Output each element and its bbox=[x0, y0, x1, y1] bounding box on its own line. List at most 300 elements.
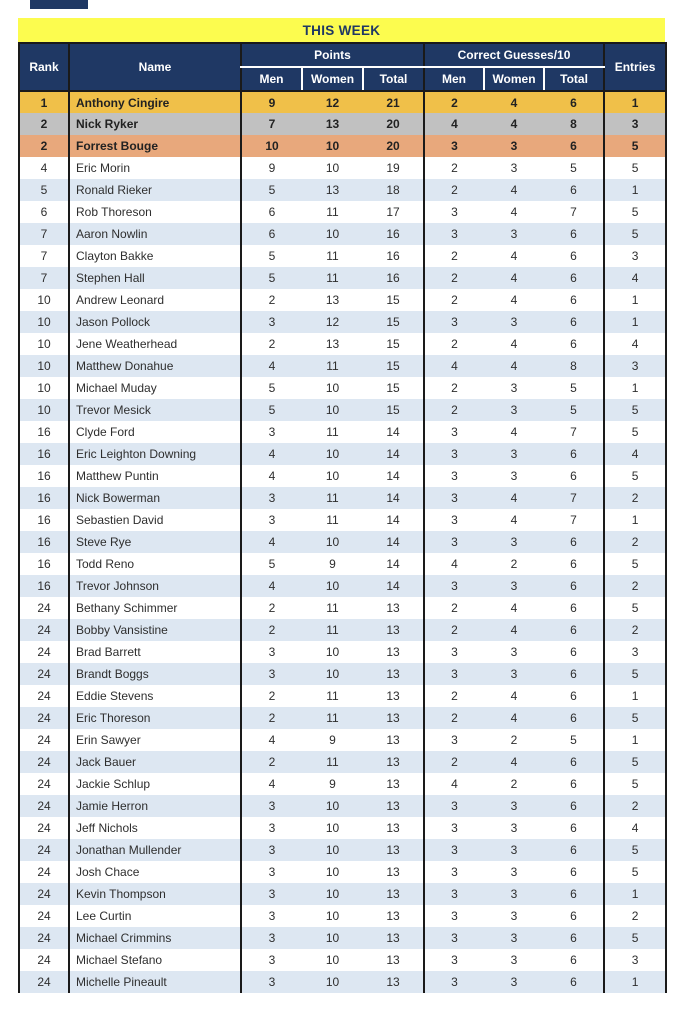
points-women-cell: 11 bbox=[302, 597, 363, 619]
points-total-cell: 18 bbox=[363, 179, 424, 201]
points-men-cell: 5 bbox=[241, 553, 302, 575]
entries-cell: 3 bbox=[604, 245, 666, 267]
table-row bbox=[19, 377, 666, 399]
guesses-men-cell: 3 bbox=[424, 663, 484, 685]
entries-cell: 1 bbox=[604, 729, 666, 751]
table-row bbox=[19, 91, 666, 113]
points-women-cell: 10 bbox=[302, 839, 363, 861]
entries-cell: 5 bbox=[604, 421, 666, 443]
table-row bbox=[19, 663, 666, 685]
guesses-men-cell: 3 bbox=[424, 509, 484, 531]
points-total-cell: 16 bbox=[363, 245, 424, 267]
points-women-cell: 10 bbox=[302, 795, 363, 817]
rank-cell: 4 bbox=[19, 157, 69, 179]
points-women-cell: 11 bbox=[302, 487, 363, 509]
points-total-cell: 13 bbox=[363, 663, 424, 685]
name-cell: Andrew Leonard bbox=[69, 289, 241, 311]
entries-cell: 5 bbox=[604, 751, 666, 773]
guesses-men-cell: 2 bbox=[424, 157, 484, 179]
rank-cell: 24 bbox=[19, 597, 69, 619]
points-total-cell: 15 bbox=[363, 289, 424, 311]
table-title: THIS WEEK bbox=[302, 22, 381, 38]
rank-cell: 24 bbox=[19, 949, 69, 971]
guesses-men-cell: 2 bbox=[424, 377, 484, 399]
rank-cell: 24 bbox=[19, 729, 69, 751]
name-cell: Brandt Boggs bbox=[69, 663, 241, 685]
guesses-men-cell: 3 bbox=[424, 971, 484, 993]
name-cell: Jeff Nichols bbox=[69, 817, 241, 839]
guesses-women-cell: 3 bbox=[484, 465, 544, 487]
guesses-total-cell: 6 bbox=[544, 575, 604, 597]
guesses-men-cell: 3 bbox=[424, 641, 484, 663]
points-men-cell: 4 bbox=[241, 465, 302, 487]
points-women-cell: 9 bbox=[302, 553, 363, 575]
guesses-men-cell: 2 bbox=[424, 399, 484, 421]
guesses-total-cell: 6 bbox=[544, 707, 604, 729]
guesses-women-cell: 4 bbox=[484, 619, 544, 641]
rank-cell: 24 bbox=[19, 685, 69, 707]
entries-cell: 4 bbox=[604, 443, 666, 465]
guesses-total-cell: 6 bbox=[544, 465, 604, 487]
points-women-cell: 10 bbox=[302, 157, 363, 179]
points-total-cell: 13 bbox=[363, 707, 424, 729]
guesses-women-cell: 4 bbox=[484, 707, 544, 729]
points-women-cell: 10 bbox=[302, 641, 363, 663]
guesses-men-cell: 2 bbox=[424, 267, 484, 289]
points-women-cell: 11 bbox=[302, 707, 363, 729]
rank-cell: 16 bbox=[19, 487, 69, 509]
entries-cell: 1 bbox=[604, 685, 666, 707]
guesses-total-cell: 6 bbox=[544, 861, 604, 883]
guesses-total-cell: 6 bbox=[544, 91, 604, 113]
leaderboard-table bbox=[18, 42, 667, 993]
guesses-women-cell: 3 bbox=[484, 575, 544, 597]
guesses-total-cell: 6 bbox=[544, 311, 604, 333]
guesses-women-cell: 4 bbox=[484, 289, 544, 311]
name-cell: Matthew Puntin bbox=[69, 465, 241, 487]
table-row bbox=[19, 267, 666, 289]
points-men-cell: 2 bbox=[241, 685, 302, 707]
guesses-women-cell: 3 bbox=[484, 663, 544, 685]
guesses-women-cell: 3 bbox=[484, 839, 544, 861]
name-cell: Nick Ryker bbox=[69, 113, 241, 135]
guesses-total-cell: 6 bbox=[544, 905, 604, 927]
guesses-total-cell: 6 bbox=[544, 839, 604, 861]
rank-cell: 24 bbox=[19, 751, 69, 773]
rank-cell: 10 bbox=[19, 399, 69, 421]
guesses-total-cell: 7 bbox=[544, 487, 604, 509]
name-cell: Michael Crimmins bbox=[69, 927, 241, 949]
header-points-men: Men bbox=[241, 67, 302, 91]
entries-cell: 2 bbox=[604, 531, 666, 553]
guesses-total-cell: 6 bbox=[544, 333, 604, 355]
table-row bbox=[19, 597, 666, 619]
entries-cell: 3 bbox=[604, 949, 666, 971]
guesses-women-cell: 4 bbox=[484, 355, 544, 377]
entries-cell: 3 bbox=[604, 113, 666, 135]
guesses-men-cell: 4 bbox=[424, 113, 484, 135]
points-women-cell: 9 bbox=[302, 729, 363, 751]
name-cell: Jason Pollock bbox=[69, 311, 241, 333]
guesses-total-cell: 5 bbox=[544, 157, 604, 179]
entries-cell: 4 bbox=[604, 817, 666, 839]
points-total-cell: 15 bbox=[363, 399, 424, 421]
entries-cell: 1 bbox=[604, 883, 666, 905]
table-row bbox=[19, 443, 666, 465]
guesses-men-cell: 4 bbox=[424, 773, 484, 795]
name-cell: Nick Bowerman bbox=[69, 487, 241, 509]
points-total-cell: 17 bbox=[363, 201, 424, 223]
guesses-men-cell: 4 bbox=[424, 553, 484, 575]
guesses-total-cell: 6 bbox=[544, 553, 604, 575]
entries-cell: 1 bbox=[604, 91, 666, 113]
points-men-cell: 4 bbox=[241, 773, 302, 795]
rank-cell: 10 bbox=[19, 289, 69, 311]
guesses-total-cell: 6 bbox=[544, 971, 604, 993]
entries-cell: 5 bbox=[604, 597, 666, 619]
guesses-total-cell: 6 bbox=[544, 267, 604, 289]
points-total-cell: 14 bbox=[363, 509, 424, 531]
header-guesses-men: Men bbox=[424, 67, 484, 91]
guesses-women-cell: 4 bbox=[484, 267, 544, 289]
entries-cell: 5 bbox=[604, 707, 666, 729]
points-men-cell: 5 bbox=[241, 179, 302, 201]
points-men-cell: 3 bbox=[241, 795, 302, 817]
guesses-women-cell: 3 bbox=[484, 927, 544, 949]
points-total-cell: 16 bbox=[363, 223, 424, 245]
table-row bbox=[19, 201, 666, 223]
rank-cell: 24 bbox=[19, 773, 69, 795]
table-row bbox=[19, 311, 666, 333]
guesses-men-cell: 2 bbox=[424, 619, 484, 641]
points-total-cell: 20 bbox=[363, 135, 424, 157]
guesses-total-cell: 6 bbox=[544, 135, 604, 157]
rank-cell: 24 bbox=[19, 663, 69, 685]
table-row bbox=[19, 509, 666, 531]
table-row bbox=[19, 553, 666, 575]
guesses-women-cell: 4 bbox=[484, 597, 544, 619]
points-men-cell: 5 bbox=[241, 377, 302, 399]
points-women-cell: 9 bbox=[302, 773, 363, 795]
table-row bbox=[19, 113, 666, 135]
name-cell: Michael Muday bbox=[69, 377, 241, 399]
table-row bbox=[19, 927, 666, 949]
guesses-women-cell: 3 bbox=[484, 641, 544, 663]
points-women-cell: 11 bbox=[302, 619, 363, 641]
header-name: Name bbox=[69, 43, 241, 91]
guesses-women-cell: 4 bbox=[484, 113, 544, 135]
points-men-cell: 3 bbox=[241, 509, 302, 531]
guesses-men-cell: 3 bbox=[424, 421, 484, 443]
points-total-cell: 13 bbox=[363, 817, 424, 839]
guesses-total-cell: 6 bbox=[544, 245, 604, 267]
points-total-cell: 15 bbox=[363, 377, 424, 399]
entries-cell: 5 bbox=[604, 663, 666, 685]
rank-cell: 10 bbox=[19, 377, 69, 399]
guesses-total-cell: 8 bbox=[544, 113, 604, 135]
guesses-men-cell: 2 bbox=[424, 289, 484, 311]
points-women-cell: 12 bbox=[302, 311, 363, 333]
table-row bbox=[19, 641, 666, 663]
guesses-men-cell: 3 bbox=[424, 201, 484, 223]
entries-cell: 5 bbox=[604, 135, 666, 157]
guesses-total-cell: 6 bbox=[544, 773, 604, 795]
entries-cell: 2 bbox=[604, 795, 666, 817]
table-row bbox=[19, 773, 666, 795]
points-men-cell: 9 bbox=[241, 157, 302, 179]
rank-cell: 24 bbox=[19, 927, 69, 949]
points-men-cell: 6 bbox=[241, 201, 302, 223]
points-total-cell: 20 bbox=[363, 113, 424, 135]
table-row bbox=[19, 707, 666, 729]
entries-cell: 5 bbox=[604, 553, 666, 575]
table-row bbox=[19, 135, 666, 157]
name-cell: Rob Thoreson bbox=[69, 201, 241, 223]
name-cell: Clyde Ford bbox=[69, 421, 241, 443]
guesses-women-cell: 4 bbox=[484, 245, 544, 267]
table-row bbox=[19, 883, 666, 905]
entries-cell: 5 bbox=[604, 839, 666, 861]
points-men-cell: 5 bbox=[241, 245, 302, 267]
points-women-cell: 10 bbox=[302, 135, 363, 157]
guesses-women-cell: 3 bbox=[484, 971, 544, 993]
points-total-cell: 13 bbox=[363, 927, 424, 949]
guesses-women-cell: 4 bbox=[484, 201, 544, 223]
guesses-men-cell: 3 bbox=[424, 487, 484, 509]
guesses-total-cell: 6 bbox=[544, 531, 604, 553]
guesses-men-cell: 2 bbox=[424, 333, 484, 355]
entries-cell: 5 bbox=[604, 927, 666, 949]
rank-cell: 7 bbox=[19, 267, 69, 289]
table-row bbox=[19, 333, 666, 355]
points-women-cell: 10 bbox=[302, 531, 363, 553]
rank-cell: 10 bbox=[19, 355, 69, 377]
rank-cell: 16 bbox=[19, 421, 69, 443]
points-total-cell: 13 bbox=[363, 729, 424, 751]
table-row bbox=[19, 399, 666, 421]
header-guesses-women: Women bbox=[484, 67, 544, 91]
points-women-cell: 10 bbox=[302, 223, 363, 245]
guesses-men-cell: 3 bbox=[424, 575, 484, 597]
guesses-men-cell: 3 bbox=[424, 795, 484, 817]
points-total-cell: 13 bbox=[363, 751, 424, 773]
guesses-women-cell: 3 bbox=[484, 531, 544, 553]
header-points-women: Women bbox=[302, 67, 363, 91]
rank-cell: 7 bbox=[19, 223, 69, 245]
entries-cell: 2 bbox=[604, 905, 666, 927]
points-women-cell: 11 bbox=[302, 685, 363, 707]
guesses-total-cell: 5 bbox=[544, 377, 604, 399]
table-row bbox=[19, 421, 666, 443]
rank-cell: 24 bbox=[19, 905, 69, 927]
guesses-men-cell: 3 bbox=[424, 839, 484, 861]
guesses-total-cell: 6 bbox=[544, 289, 604, 311]
points-men-cell: 4 bbox=[241, 531, 302, 553]
entries-cell: 5 bbox=[604, 861, 666, 883]
points-men-cell: 9 bbox=[241, 91, 302, 113]
name-cell: Clayton Bakke bbox=[69, 245, 241, 267]
guesses-women-cell: 3 bbox=[484, 157, 544, 179]
guesses-women-cell: 3 bbox=[484, 399, 544, 421]
points-total-cell: 13 bbox=[363, 861, 424, 883]
entries-cell: 5 bbox=[604, 223, 666, 245]
header-guesses-group: Correct Guesses/10 bbox=[424, 43, 604, 67]
points-men-cell: 3 bbox=[241, 927, 302, 949]
guesses-men-cell: 3 bbox=[424, 883, 484, 905]
entries-cell: 1 bbox=[604, 289, 666, 311]
rank-cell: 7 bbox=[19, 245, 69, 267]
rank-cell: 24 bbox=[19, 861, 69, 883]
points-men-cell: 3 bbox=[241, 421, 302, 443]
guesses-women-cell: 3 bbox=[484, 443, 544, 465]
name-cell: Jack Bauer bbox=[69, 751, 241, 773]
entries-cell: 5 bbox=[604, 201, 666, 223]
points-total-cell: 21 bbox=[363, 91, 424, 113]
points-women-cell: 13 bbox=[302, 333, 363, 355]
name-cell: Forrest Bouge bbox=[69, 135, 241, 157]
points-men-cell: 4 bbox=[241, 355, 302, 377]
guesses-men-cell: 3 bbox=[424, 223, 484, 245]
rank-cell: 5 bbox=[19, 179, 69, 201]
rank-cell: 24 bbox=[19, 795, 69, 817]
points-men-cell: 7 bbox=[241, 113, 302, 135]
points-men-cell: 4 bbox=[241, 729, 302, 751]
points-men-cell: 6 bbox=[241, 223, 302, 245]
points-men-cell: 2 bbox=[241, 289, 302, 311]
header-points-total: Total bbox=[363, 67, 424, 91]
table-row bbox=[19, 575, 666, 597]
name-cell: Eddie Stevens bbox=[69, 685, 241, 707]
header-points-group: Points bbox=[241, 43, 424, 67]
name-cell: Michelle Pineault bbox=[69, 971, 241, 993]
points-women-cell: 11 bbox=[302, 751, 363, 773]
guesses-men-cell: 3 bbox=[424, 443, 484, 465]
entries-cell: 1 bbox=[604, 377, 666, 399]
guesses-total-cell: 6 bbox=[544, 685, 604, 707]
name-cell: Sebastien David bbox=[69, 509, 241, 531]
name-cell: Josh Chace bbox=[69, 861, 241, 883]
rank-cell: 1 bbox=[19, 91, 69, 113]
guesses-men-cell: 2 bbox=[424, 597, 484, 619]
points-men-cell: 3 bbox=[241, 641, 302, 663]
points-total-cell: 13 bbox=[363, 905, 424, 927]
points-men-cell: 3 bbox=[241, 839, 302, 861]
entries-cell: 3 bbox=[604, 355, 666, 377]
guesses-men-cell: 2 bbox=[424, 751, 484, 773]
table-row bbox=[19, 355, 666, 377]
entries-cell: 2 bbox=[604, 619, 666, 641]
points-women-cell: 13 bbox=[302, 179, 363, 201]
table-row bbox=[19, 949, 666, 971]
guesses-women-cell: 2 bbox=[484, 729, 544, 751]
guesses-total-cell: 6 bbox=[544, 883, 604, 905]
name-cell: Eric Leighton Downing bbox=[69, 443, 241, 465]
points-women-cell: 11 bbox=[302, 267, 363, 289]
table-row bbox=[19, 751, 666, 773]
points-total-cell: 15 bbox=[363, 311, 424, 333]
rank-cell: 24 bbox=[19, 817, 69, 839]
name-cell: Trevor Mesick bbox=[69, 399, 241, 421]
points-women-cell: 10 bbox=[302, 905, 363, 927]
guesses-women-cell: 4 bbox=[484, 333, 544, 355]
rank-cell: 24 bbox=[19, 971, 69, 993]
points-men-cell: 2 bbox=[241, 597, 302, 619]
table-row bbox=[19, 157, 666, 179]
points-men-cell: 4 bbox=[241, 443, 302, 465]
rank-cell: 16 bbox=[19, 575, 69, 597]
guesses-women-cell: 3 bbox=[484, 223, 544, 245]
entries-cell: 5 bbox=[604, 773, 666, 795]
points-women-cell: 10 bbox=[302, 575, 363, 597]
name-cell: Aaron Nowlin bbox=[69, 223, 241, 245]
guesses-women-cell: 3 bbox=[484, 861, 544, 883]
guesses-men-cell: 4 bbox=[424, 355, 484, 377]
name-cell: Jamie Herron bbox=[69, 795, 241, 817]
points-total-cell: 19 bbox=[363, 157, 424, 179]
points-women-cell: 10 bbox=[302, 861, 363, 883]
points-total-cell: 14 bbox=[363, 575, 424, 597]
guesses-total-cell: 8 bbox=[544, 355, 604, 377]
guesses-men-cell: 3 bbox=[424, 135, 484, 157]
table-row bbox=[19, 531, 666, 553]
name-cell: Brad Barrett bbox=[69, 641, 241, 663]
points-men-cell: 2 bbox=[241, 707, 302, 729]
guesses-men-cell: 2 bbox=[424, 685, 484, 707]
guesses-men-cell: 3 bbox=[424, 817, 484, 839]
guesses-men-cell: 3 bbox=[424, 861, 484, 883]
rank-cell: 24 bbox=[19, 641, 69, 663]
name-cell: Michael Stefano bbox=[69, 949, 241, 971]
table-row bbox=[19, 795, 666, 817]
name-cell: Jackie Schlup bbox=[69, 773, 241, 795]
rank-cell: 2 bbox=[19, 135, 69, 157]
guesses-total-cell: 6 bbox=[544, 927, 604, 949]
points-men-cell: 3 bbox=[241, 487, 302, 509]
guesses-total-cell: 6 bbox=[544, 641, 604, 663]
guesses-women-cell: 3 bbox=[484, 817, 544, 839]
name-cell: Eric Thoreson bbox=[69, 707, 241, 729]
guesses-men-cell: 3 bbox=[424, 311, 484, 333]
points-men-cell: 3 bbox=[241, 949, 302, 971]
rank-cell: 16 bbox=[19, 531, 69, 553]
points-total-cell: 16 bbox=[363, 267, 424, 289]
points-total-cell: 13 bbox=[363, 949, 424, 971]
entries-cell: 5 bbox=[604, 465, 666, 487]
guesses-total-cell: 6 bbox=[544, 751, 604, 773]
name-cell: Steve Rye bbox=[69, 531, 241, 553]
points-women-cell: 11 bbox=[302, 421, 363, 443]
entries-cell: 1 bbox=[604, 311, 666, 333]
guesses-men-cell: 2 bbox=[424, 245, 484, 267]
points-men-cell: 3 bbox=[241, 883, 302, 905]
points-women-cell: 13 bbox=[302, 113, 363, 135]
entries-cell: 2 bbox=[604, 575, 666, 597]
rank-cell: 16 bbox=[19, 465, 69, 487]
points-men-cell: 3 bbox=[241, 861, 302, 883]
points-women-cell: 11 bbox=[302, 355, 363, 377]
guesses-men-cell: 3 bbox=[424, 905, 484, 927]
points-total-cell: 13 bbox=[363, 619, 424, 641]
table-row bbox=[19, 861, 666, 883]
table-row bbox=[19, 685, 666, 707]
points-men-cell: 2 bbox=[241, 751, 302, 773]
points-total-cell: 15 bbox=[363, 333, 424, 355]
name-cell: Kevin Thompson bbox=[69, 883, 241, 905]
points-women-cell: 11 bbox=[302, 245, 363, 267]
points-total-cell: 13 bbox=[363, 641, 424, 663]
points-total-cell: 13 bbox=[363, 839, 424, 861]
guesses-women-cell: 4 bbox=[484, 487, 544, 509]
